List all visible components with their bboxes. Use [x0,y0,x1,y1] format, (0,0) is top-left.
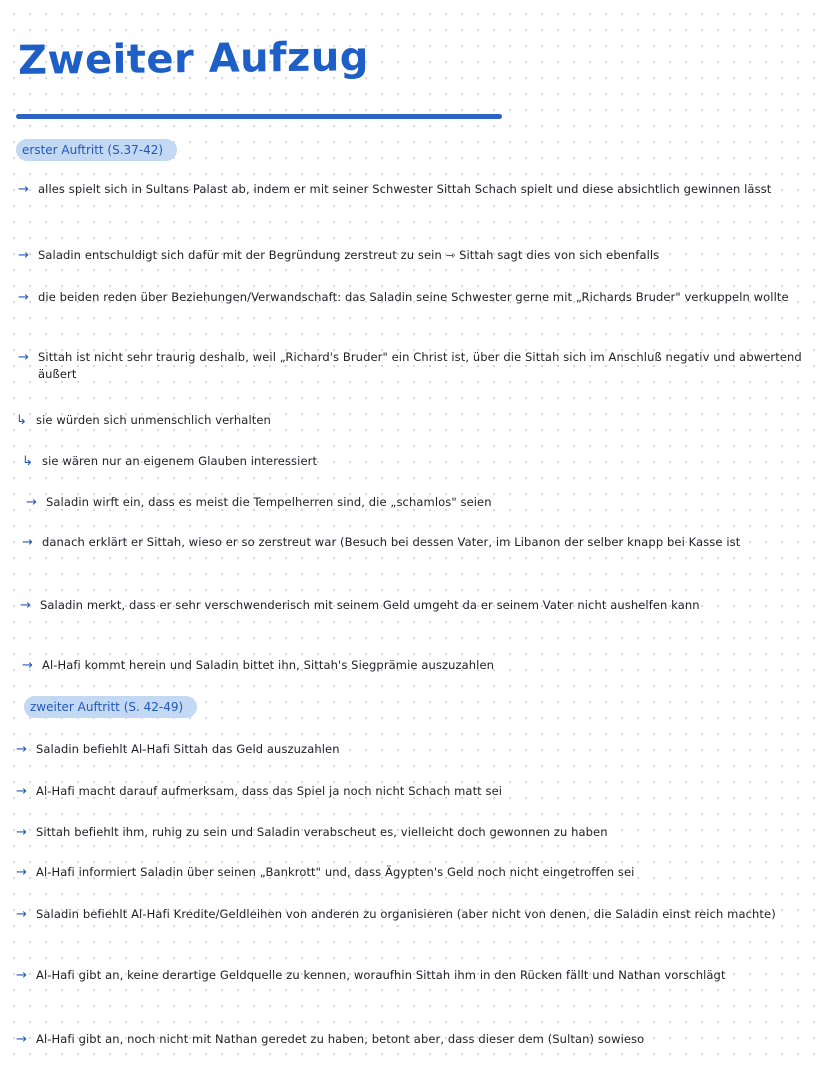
arrow-right-icon: → [20,598,31,613]
list-item: → Al-Hafi kommt herein und Saladin bittet ihn, Sittah's Siegprämie auszuzahlen [22,658,495,673]
list-item: → die beiden reden über Beziehungen/Verwandschaft: das Saladin seine Schwester gerne mit „Richards Bruder" verkuppeln wollte [18,290,789,305]
list-item: → Al-Hafi gibt an, keine derartige Geldquelle zu kennen, woraufhin Sittah ihm in den Rücken fällt und Nathan vorschlägt [16,968,726,983]
list-item: → Saladin merkt, dass er sehr verschwenderisch mit seinem Geld umgeht da er seinem Vater nicht aushelfen kann [20,598,700,613]
list-item: → Saladin wirft ein, dass es meist die Tempelherren sind, die „schamlos" seien [26,495,492,510]
arrow-right-icon: → [22,658,33,673]
arrow-right-icon: → [18,290,29,305]
page-title: Zweiter Aufzug [17,34,370,84]
title-underline [16,114,502,119]
list-item: → Al-Hafi informiert Saladin über seinen „Bankrott" und, dass Ägypten's Geld noch nicht eingetroffen sei [16,865,635,880]
arrow-right-icon: → [16,784,27,799]
arrow-right-icon: → [26,495,37,510]
list-item: → Saladin befiehlt Al-Hafi Kredite/Geldleihen von anderen zu organisieren (aber nicht von denen, die Saladin einst reich machte) [16,907,776,922]
arrow-right-icon: → [18,248,29,263]
list-item: → alles spielt sich in Sultans Palast ab, indem er mit seiner Schwester Sittah Schach spielt und diese absichtlich gewinnen lässt [18,182,772,197]
section-heading-2: zweiter Auftritt (S. 42-49) [24,696,197,718]
list-item: → Al-Hafi macht darauf aufmerksam, dass das Spiel ja noch nicht Schach matt sei [16,784,503,799]
list-item: → Sittah ist nicht sehr traurig deshalb, weil „Richard's Bruder" ein Christ ist, über die Sittah sich im Anschluß negativ und abwertend äußert [18,350,802,381]
list-item: → Al-Hafi gibt an, noch nicht mit Nathan geredet zu haben, betont aber, dass dieser dem (Sultan) sowieso [16,1032,645,1047]
arrow-right-icon: → [16,825,27,840]
list-item: ↳ sie wären nur an eigenem Glauben interessiert [22,454,318,469]
hook-arrow-icon: ↳ [16,413,27,428]
arrow-right-icon: → [16,968,27,983]
arrow-right-icon: → [22,535,33,550]
arrow-right-icon: → [18,182,29,197]
list-item: → Saladin entschuldigt sich dafür mit der Begründung zerstreut zu sein ⇾ Sittah sagt dies von sich ebenfalls [18,248,660,263]
list-item: → danach erklärt er Sittah, wieso er so zerstreut war (Besuch bei dessen Vater, im Libanon der selber knapp bei Kasse ist [22,535,741,550]
arrow-right-icon: → [16,907,27,922]
arrow-right-icon: → [16,865,27,880]
arrow-right-icon: → [16,1032,27,1047]
arrow-right-icon: → [18,350,29,365]
list-item: ↳ sie würden sich unmenschlich verhalten [16,413,271,428]
section-heading-1: erster Auftritt (S.37-42) [16,139,177,161]
list-item: → Saladin befiehlt Al-Hafi Sittah das Geld auszuzahlen [16,742,340,757]
arrow-right-icon: → [16,742,27,757]
hook-arrow-icon: ↳ [22,454,33,469]
list-item: → Sittah befiehlt ihm, ruhig zu sein und Saladin verabscheut es, vielleicht doch gewonnen zu haben [16,825,608,840]
